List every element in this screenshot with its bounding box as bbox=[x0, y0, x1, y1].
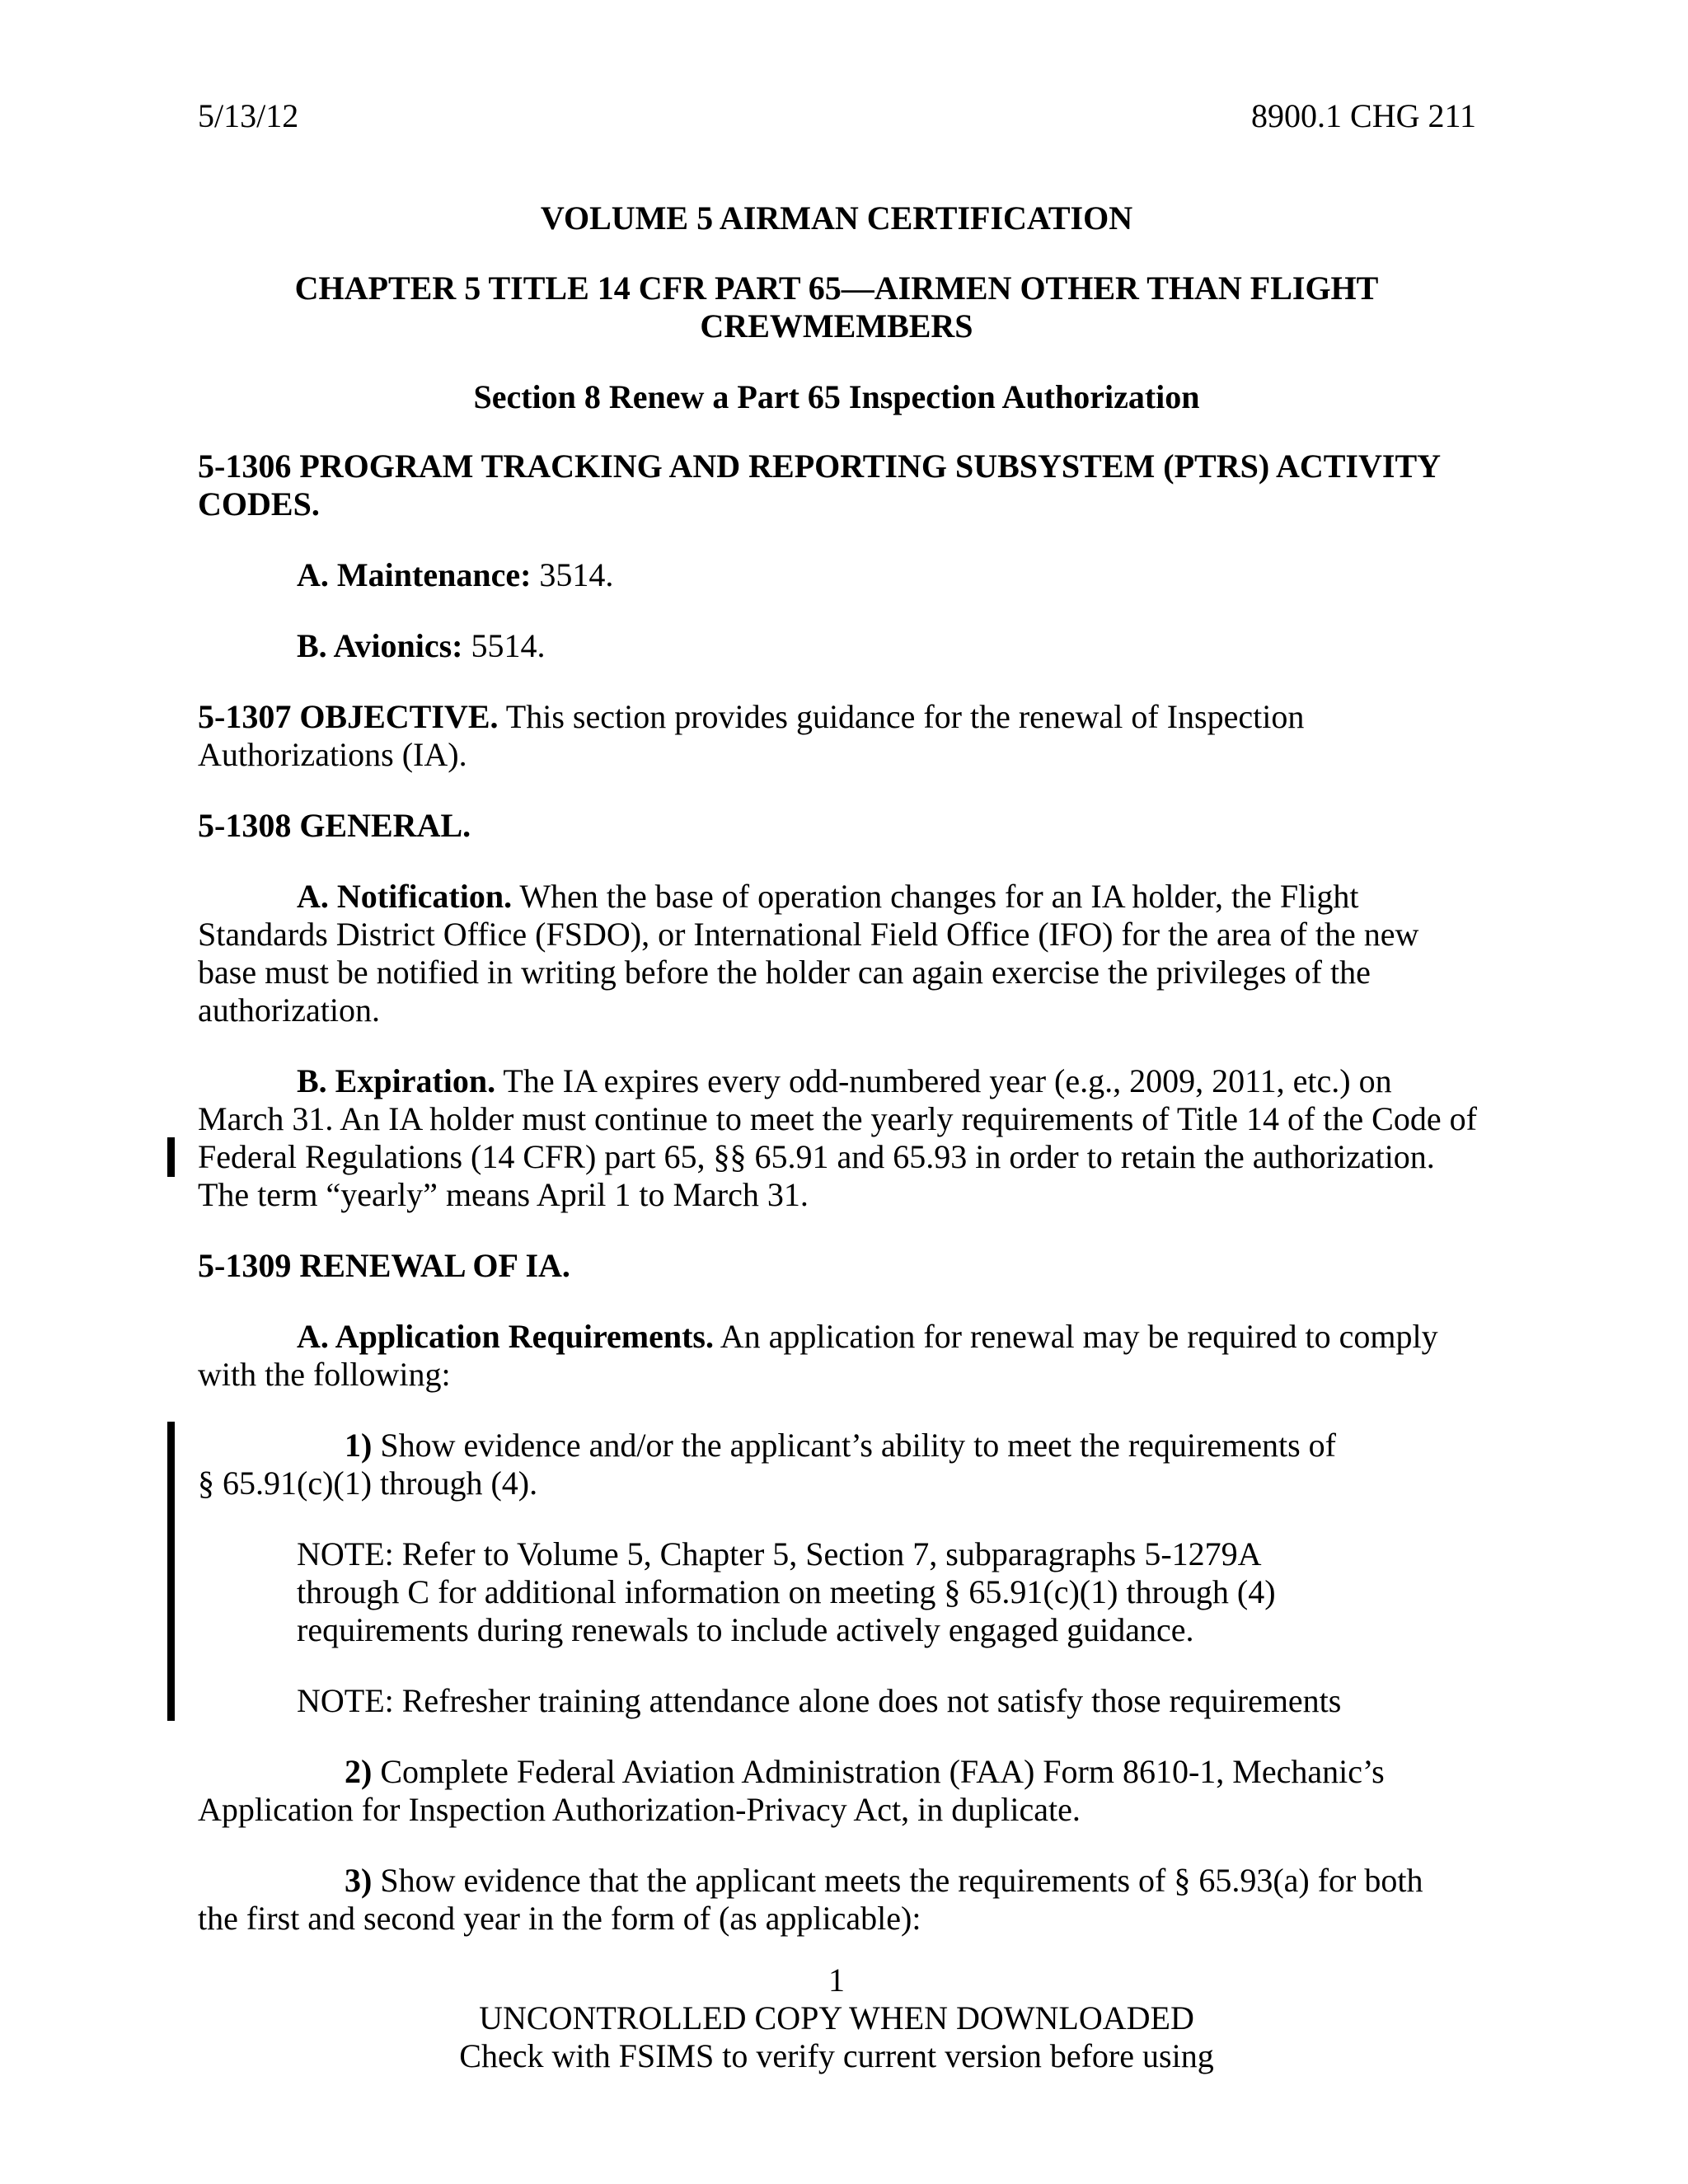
p1308-b-text-line1: The IA expires every odd-numbered year (e.g., 2009, 2011, etc.) on bbox=[495, 1062, 1392, 1099]
section-title: Section 8 Renew a Part 65 Inspection Authorization bbox=[473, 378, 1200, 415]
chapter-title-line2: CREWMEMBERS bbox=[700, 307, 973, 344]
note1-line1: NOTE: Refer to Volume 5, Chapter 5, Section 7, subparagraphs 5-1279A bbox=[297, 1535, 1262, 1572]
p1306-heading-line1: 5-1306 PROGRAM TRACKING AND REPORTING SUBSYSTEM (PTRS) ACTIVITY bbox=[198, 448, 1442, 485]
p1306-b-value: 5514. bbox=[462, 627, 546, 664]
header-doc-id: 8900.1 CHG 211 bbox=[1251, 97, 1476, 134]
p1306-a-label: A. Maintenance: bbox=[297, 556, 532, 593]
p1309-item1-label: 1) bbox=[345, 1427, 373, 1464]
p1308-b-label: B. Expiration. bbox=[297, 1062, 496, 1099]
p1307-text-line1: This section provides guidance for the renewal of Inspection bbox=[498, 698, 1305, 735]
p1309-item2-line1 bbox=[198, 1753, 1484, 1791]
p1308-a-line4: authorization. bbox=[198, 991, 381, 1029]
p1309-item2-label: 2) bbox=[345, 1753, 373, 1790]
p1308-a-label: A. Notification. bbox=[297, 878, 513, 915]
p1309-item3-line1 bbox=[198, 1862, 1484, 1900]
change-bar bbox=[167, 1137, 175, 1177]
p1308-b-line1 bbox=[198, 1062, 1484, 1100]
p1309-item1-line1 bbox=[198, 1427, 1484, 1465]
note1-line3: requirements during renewals to include actively engaged guidance. bbox=[297, 1611, 1194, 1648]
p1307-text-line2: Authorizations (IA). bbox=[198, 736, 467, 773]
p1306-item-a bbox=[198, 556, 1484, 594]
change-bar bbox=[167, 1422, 175, 1721]
p1307-heading: 5-1307 OBJECTIVE. bbox=[198, 698, 499, 735]
p1309-item3-line2: the first and second year in the form of (as applicable): bbox=[198, 1900, 921, 1937]
p1308-b-line2: March 31. An IA holder must continue to meet the yearly requirements of Title 14 of the Code of bbox=[198, 1100, 1477, 1137]
p1308-a-line3: base must be notified in writing before the holder can again exercise the privileges of the bbox=[198, 954, 1371, 991]
p1309-item1-line2: § 65.91(c)(1) through (4). bbox=[198, 1465, 538, 1502]
p1309-item2-text-line1: Complete Federal Aviation Administration (FAA) Form 8610-1, Mechanic’s bbox=[372, 1753, 1385, 1790]
p1309-item3-label: 3) bbox=[345, 1862, 373, 1899]
footer-line2: Check with FSIMS to verify current version before using bbox=[459, 2037, 1214, 2074]
p1308-b-line4: The term “yearly” means April 1 to March 31. bbox=[198, 1176, 809, 1213]
p1306-item-b bbox=[198, 627, 1484, 665]
p1309-item2-line2: Application for Inspection Authorization-Privacy Act, in duplicate. bbox=[198, 1791, 1081, 1828]
p1308-a-line1 bbox=[198, 878, 1484, 916]
p1309-a-label: A. Application Requirements. bbox=[297, 1318, 714, 1355]
p1306-b-label: B. Avionics: bbox=[297, 627, 463, 664]
page-number: 1 bbox=[828, 1961, 845, 1999]
p1309-item1-text-line1: Show evidence and/or the applicant’s ability to meet the requirements of bbox=[372, 1427, 1336, 1464]
p1306-heading-line2: CODES. bbox=[198, 485, 320, 523]
p1309-a-text-line1: An application for renewal may be required to comply bbox=[713, 1318, 1438, 1355]
note1-line2: through C for additional information on meeting § 65.91(c)(1) through (4) bbox=[297, 1573, 1276, 1610]
p1309-a-line2: with the following: bbox=[198, 1356, 451, 1393]
chapter-title-line1: CHAPTER 5 TITLE 14 CFR PART 65—AIRMEN OTHER THAN FLIGHT bbox=[294, 269, 1379, 307]
p1306-a-value: 3514. bbox=[531, 556, 614, 593]
p1308-a-line2: Standards District Office (FSDO), or International Field Office (IFO) for the area of the new bbox=[198, 916, 1419, 953]
p1308-b-line3: Federal Regulations (14 CFR) part 65, §§ 65.91 and 65.93 in order to retain the authorization. bbox=[198, 1138, 1435, 1175]
note2: NOTE: Refresher training attendance alone does not satisfy those requirements bbox=[297, 1682, 1342, 1719]
volume-title: VOLUME 5 AIRMAN CERTIFICATION bbox=[540, 199, 1133, 237]
p1309-item3-text-line1: Show evidence that the applicant meets the requirements of § 65.93(a) for both bbox=[372, 1862, 1423, 1899]
p1308-a-text-line1: When the base of operation changes for an IA holder, the Flight bbox=[512, 878, 1359, 915]
p1309-a-line1 bbox=[198, 1318, 1484, 1356]
footer-line1: UNCONTROLLED COPY WHEN DOWNLOADED bbox=[479, 1999, 1194, 2036]
p1307-line1 bbox=[198, 698, 1484, 736]
p1308-heading: 5-1308 GENERAL. bbox=[198, 807, 471, 844]
header-date: 5/13/12 bbox=[198, 97, 299, 134]
p1309-heading: 5-1309 RENEWAL OF IA. bbox=[198, 1247, 570, 1284]
